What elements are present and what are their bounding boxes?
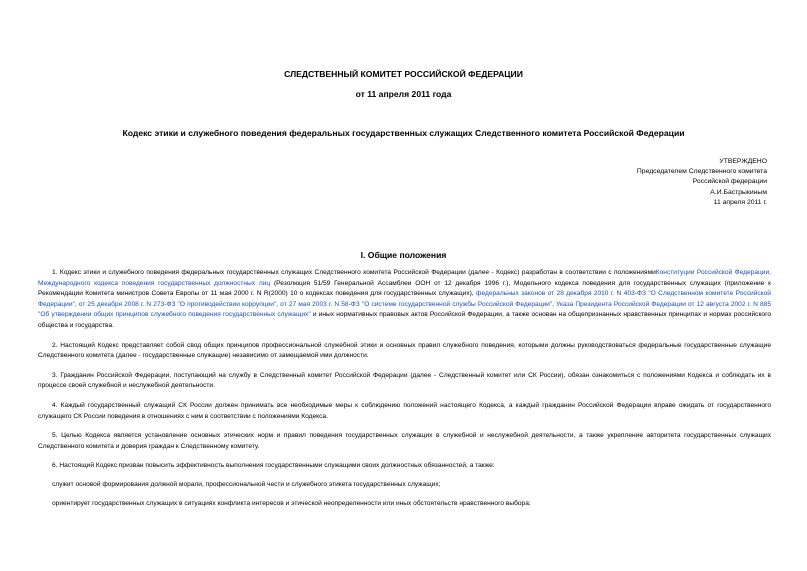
paragraph-2: 2. Настоящий Кодекс представляет собой свод общих принципов профессиональной служебной этики и основных правил служебного поведения, которыми должны руководствоваться федеральные государственные служащие Следственного комитета (далее - государственные служащие) независимо от замещаемой ими должности. xyxy=(38,341,771,360)
approval-line: Российской федерации xyxy=(692,178,767,186)
date-heading: от 11 апреля 2011 года xyxy=(355,89,452,99)
paragraph-3: 3. Гражданин Российской Федерации, поступающий на службу в Следственный комитет Российской Федерации (далее - Следственный комитет или СК России), обязан ознакомиться с положениями Кодекса и соблюдать их в процессе своей служебной и неслужебной деятельности. xyxy=(38,371,771,390)
paragraph-1 xyxy=(38,268,771,332)
approval-line: А.И.Бастрыкиным xyxy=(710,188,767,196)
paragraph-5: 5. Целью Кодекса является установление основных этических норм и правил поведения государственных служащих в служебной и неслужебной деятельности, а также укрепление авторитета государственных служащих Следственного комитета и доверия граждан к Следственному комитету. xyxy=(38,432,771,450)
section-title: I. Общие положения xyxy=(360,250,447,260)
approval-line: Председателем Следственного комитета xyxy=(636,168,767,176)
paragraph-6: 6. Настоящий Кодекс призван повысить эффективность выполнения государственными служащими своих должностных обязанностей, а также: xyxy=(52,462,495,470)
paragraph-text: 1. Кодекс этики и служебного поведения федеральных государственных служащих Следственного комитета Российской Федерации (далее - Кодекс) разработан в соответствии с положениями xyxy=(52,269,656,276)
organization-heading: СЛЕДСТВЕННЫЙ КОМИТЕТ РОССИЙСКОЙ ФЕДЕРАЦИИ xyxy=(284,69,523,79)
constitution-link[interactable]: Конституции Российской Федерации, Международного кодекса поведения государственных должностных лиц xyxy=(38,269,771,287)
federal-laws-link[interactable]: федеральных законов от 28 декабря 2010 г. N 403-ФЗ "О Следственном комитете Российской Федерации", от 25 декабря 2008 г. N 273-ФЗ "О противодействии коррупции", от 27 мая 2003 г. N 58-ФЗ "О системе государственной службы Российской Федерации", Указа Президента Российской Федерации от 12 августа 2002 г. N 885 "Об утверждении общих принципов служебного поведения государственных служащих" xyxy=(38,290,771,319)
document-body xyxy=(38,268,771,517)
approval-line: 11 апреля 2011 г. xyxy=(713,198,767,206)
paragraph-7: служит основой формирования должной морали, профессиональной чести и служебного этикета государственных служащих; xyxy=(52,480,441,488)
document-title: Кодекс этики и служебного поведения федеральных государственных служащих Следственного комитета Российской Федерации xyxy=(122,128,685,138)
approval-line: УТВЕРЖДЕНО xyxy=(719,158,767,165)
approval-block xyxy=(637,157,767,208)
paragraph-8: ориентирует государственных служащих в ситуациях конфликта интересов и этической неопределенности или иных обстоятельств нравственного выбора; xyxy=(52,499,531,507)
paragraph-text: (Резолюция 51/59 Генеральной Ассамблеи ООН от 12 декабря 1996 г.), Модельного кодекса поведения для государственных служащих (приложение к Рекомендации Комитета министров Совета Европы от 11 мая 2000 г. N R(2000) 10 о кодексах поведения для государственных служащих), xyxy=(38,279,771,298)
paragraph-4: 4. Каждый государственный служащий СК России должен принимать все необходимые меры к соблюдению положений настоящего Кодекса, а каждый гражданин Российской Федерации вправе ожидать от государственного служащего СК России поведения в отношениях с ним в соответствии с положениями Кодекса. xyxy=(38,401,771,420)
paragraph-text: и иных нормативных правовых актов Российской Федерации, а также основан на общепризнанных нравственных принципах и нормах российского общества и государства. xyxy=(38,311,771,329)
